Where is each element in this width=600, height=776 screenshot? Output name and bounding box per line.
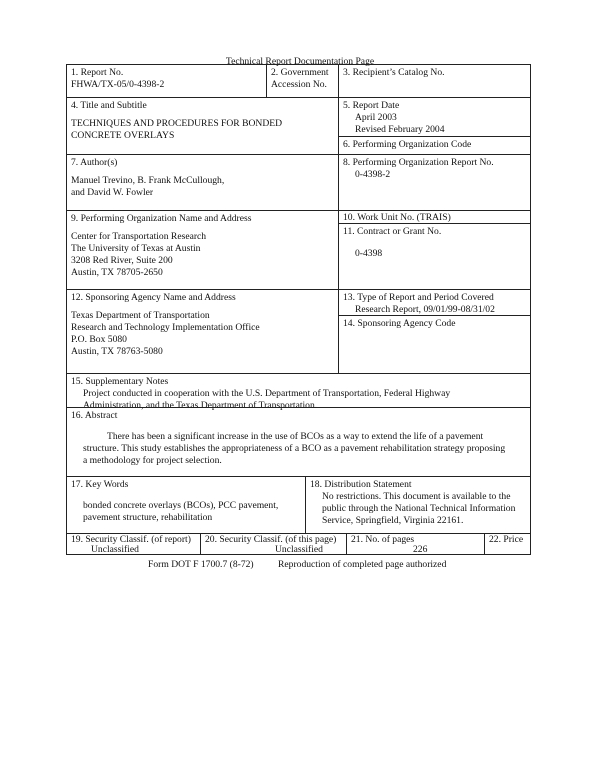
field-perf-org-report — [338, 154, 530, 210]
security-report-value: Unclassified — [91, 544, 139, 555]
distribution-line-3: Service, Springfield, Virginia 22161. — [322, 515, 464, 526]
authors-label: 7. Author(s) — [71, 157, 118, 168]
field-key-words — [67, 476, 305, 533]
field-authors — [67, 154, 338, 210]
abstract-line-3: a methodology for project selection. — [83, 455, 222, 466]
field-report-type — [338, 289, 530, 315]
authors-line-2: and David W. Fowler — [71, 187, 154, 198]
perf-org-line-4: Austin, TX 78705-2650 — [71, 267, 163, 278]
perf-org-code-label: 6. Performing Organization Code — [343, 139, 472, 150]
field-distribution — [305, 476, 530, 533]
field-supplementary-notes — [67, 373, 530, 411]
accession-label-1: 2. Government — [271, 67, 329, 78]
sponsor-line-2: Research and Technology Implementation Office — [71, 322, 260, 333]
num-pages-value: 226 — [413, 544, 428, 555]
field-perf-org-address — [67, 210, 338, 289]
documentation-form — [66, 64, 531, 555]
perf-org-report-value: 0-4398-2 — [355, 169, 391, 180]
perf-org-line-3: 3208 Red River, Suite 200 — [71, 255, 173, 266]
security-report-label: 19. Security Classif. (of report) — [71, 534, 191, 545]
title-line-1: TECHNIQUES AND PROCEDURES FOR BONDED — [71, 118, 283, 129]
report-type-value: Research Report, 09/01/99-08/31/02 — [355, 304, 495, 315]
sponsor-line-3: P.O. Box 5080 — [71, 334, 127, 345]
title-label: 4. Title and Subtitle — [71, 100, 147, 111]
field-report-date — [338, 97, 530, 136]
security-page-value: Unclassified — [275, 544, 323, 555]
key-words-line-1: bonded concrete overlays (BCOs), PCC pavement, — [83, 500, 279, 511]
field-work-unit — [338, 210, 530, 223]
field-accession-no — [266, 65, 338, 97]
field-title — [67, 97, 338, 154]
report-no-value: FHWA/TX-05/0-4398-2 — [71, 79, 165, 90]
report-date-value: April 2003 — [355, 112, 397, 123]
field-sponsor-address — [67, 289, 338, 373]
num-pages-label: 21. No. of pages — [351, 534, 415, 545]
title-line-2: CONCRETE OVERLAYS — [71, 130, 175, 141]
field-abstract — [67, 407, 530, 476]
abstract-line-2: structure. This study establishes the appropriateness of a BCO as a pavement rehabilitation strategy proposing — [83, 443, 506, 454]
report-no-label: 1. Report No. — [71, 67, 124, 78]
field-contract-no — [338, 223, 530, 289]
sponsor-code-label: 14. Sponsoring Agency Code — [343, 318, 456, 329]
field-recipient-catalog — [338, 65, 530, 97]
field-perf-org-code — [338, 136, 530, 154]
price-label: 22. Price — [489, 534, 524, 545]
distribution-line-2: public through the National Technical Information — [322, 503, 516, 514]
page-title: Technical Report Documentation Page — [225, 56, 375, 67]
sponsor-line-1: Texas Department of Transportation — [71, 310, 210, 321]
field-num-pages — [346, 533, 484, 554]
sponsor-address-label: 12. Sponsoring Agency Name and Address — [71, 292, 236, 303]
work-unit-label: 10. Work Unit No. (TRAIS) — [343, 212, 451, 223]
distribution-line-1: No restrictions. This document is available to the — [322, 491, 511, 502]
report-type-label: 13. Type of Report and Period Covered — [343, 292, 494, 303]
security-page-label: 20. Security Classif. (of this page) — [205, 534, 337, 545]
notes-line-2: Administration, and the Texas Department of Transportation. — [83, 400, 318, 411]
perf-org-report-label: 8. Performing Organization Report No. — [343, 157, 494, 168]
field-security-page — [200, 533, 346, 554]
field-sponsor-code — [338, 315, 530, 373]
field-report-no — [67, 65, 266, 97]
perf-org-line-1: Center for Transportation Research — [71, 231, 207, 242]
notes-label: 15. Supplementary Notes — [71, 376, 169, 387]
authors-line-1: Manuel Trevino, B. Frank McCullough, — [71, 175, 225, 186]
report-date-label: 5. Report Date — [343, 100, 400, 111]
accession-label-2: Accession No. — [271, 79, 327, 90]
perf-org-line-2: The University of Texas at Austin — [71, 243, 201, 254]
key-words-line-2: pavement structure, rehabilitation — [83, 512, 213, 523]
contract-no-label: 11. Contract or Grant No. — [343, 226, 442, 237]
field-price — [484, 533, 530, 554]
contract-no-value: 0-4398 — [355, 248, 383, 259]
form-number: Form DOT F 1700.7 (8-72) — [148, 559, 254, 570]
field-security-report — [67, 533, 200, 554]
notes-line-1: Project conducted in cooperation with the U.S. Department of Transportation, Federal Highway — [83, 388, 451, 399]
recipient-catalog-label: 3. Recipient’s Catalog No. — [343, 67, 445, 78]
distribution-label: 18. Distribution Statement — [310, 479, 412, 490]
key-words-label: 17. Key Words — [71, 479, 129, 490]
perf-org-address-label: 9. Performing Organization Name and Address — [71, 213, 252, 224]
report-date-revised: Revised February 2004 — [355, 124, 445, 135]
abstract-line-1: There has been a significant increase in the use of BCOs as a way to extend the life of a pavement — [107, 431, 484, 442]
abstract-label: 16. Abstract — [71, 410, 118, 421]
reproduction-note: Reproduction of completed page authorized — [278, 559, 447, 570]
sponsor-line-4: Austin, TX 78763-5080 — [71, 346, 163, 357]
